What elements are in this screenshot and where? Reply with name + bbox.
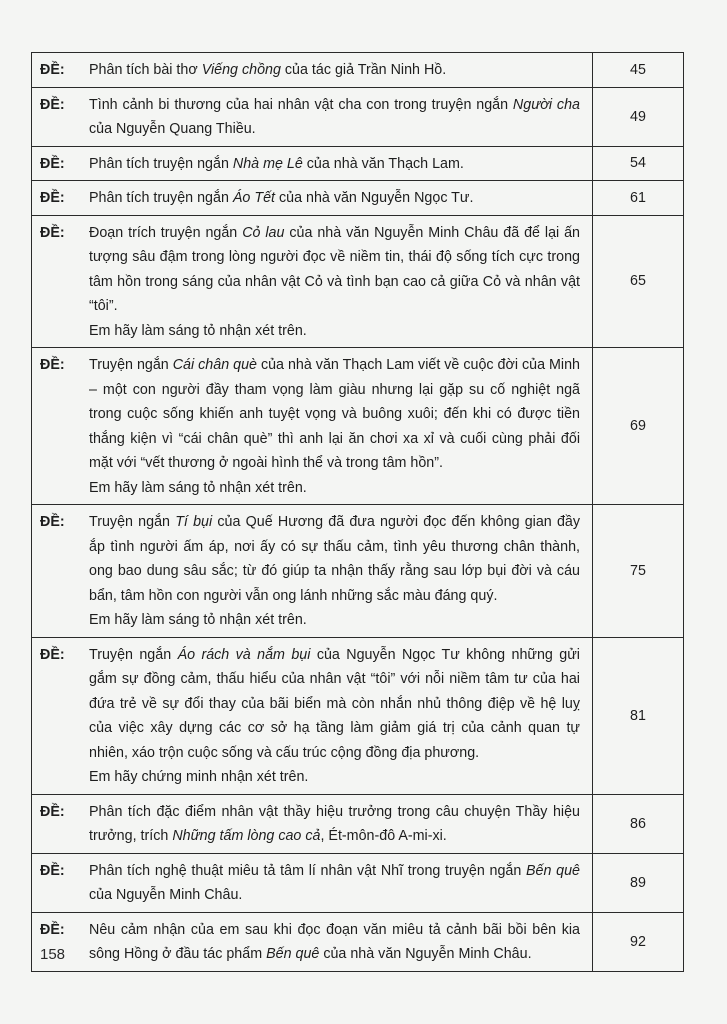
entry-text-segment: Phân tích nghệ thuật miêu tả tâm lí nhân vật Nhĩ trong truyện ngắn: [89, 862, 526, 879]
entry-text: [89, 152, 580, 177]
entry-text-segment: Phân tích đặc điểm nhân vật thầy hiệu trưởng trong câu chuyện Thầy hiệu trưởng, trích: [89, 803, 580, 844]
entry-cell: [32, 53, 593, 88]
entry-text: [89, 643, 580, 790]
entry-text: [89, 859, 580, 908]
entry-page-number: 81: [593, 637, 684, 794]
entry-question: Em hãy làm sáng tỏ nhận xét trên.: [89, 322, 307, 339]
work-title: Những tấm lòng cao cả: [172, 828, 321, 844]
entry-text-segment: Truyện ngắn: [89, 646, 178, 663]
contents-table: [31, 52, 684, 972]
entry-cell: [32, 505, 593, 638]
work-title: Áo rách và nắm bụi: [177, 646, 311, 663]
entry-text: [89, 58, 580, 83]
work-title: Cái chân què: [172, 357, 257, 373]
entry-text-segment: của nhà văn Nguyễn Minh Châu.: [319, 946, 532, 962]
entry-page-number: 54: [593, 146, 684, 181]
entry-label: ĐỀ:: [40, 921, 65, 938]
contents-row: [32, 348, 684, 505]
entry-text-segment: của Nguyễn Ngọc Tư không những gửi gắm sự đồng cảm, thấu hiểu của nhân vật “tôi” với nỗi niềm tâm tư của hai đứa trẻ về sự đổi thay của bãi biển mà còn nhắn nhủ thông điệp về hệ luỵ của việc xây dựng các cơ sở hạ tầng làm giảm giá trị của cảnh quan tự nhiên, xáo trộn cuộc sống và cấu trúc cộng đồng địa phương.: [89, 646, 580, 761]
entry-label: ĐỀ:: [40, 62, 65, 78]
work-title: Viếng chồng: [201, 62, 281, 78]
entry-page-number: 65: [593, 215, 684, 348]
entry-label: ĐỀ:: [40, 190, 65, 206]
entry-text-segment: Đoạn trích truyện ngắn: [89, 224, 243, 241]
contents-row: [32, 794, 684, 853]
entry-text: [89, 918, 580, 967]
work-title: Nhà mẹ Lê: [232, 155, 303, 172]
entry-page-number: 86: [593, 794, 684, 853]
entry-cell: [32, 87, 593, 146]
entry-text-segment: của nhà văn Thạch Lam.: [302, 155, 464, 172]
entry-page-number: 75: [593, 505, 684, 638]
entry-text-segment: , Ét-môn-đô A-mi-xi.: [320, 828, 447, 844]
entry-text-segment: của Nguyễn Quang Thiều.: [89, 121, 256, 137]
entry-label: ĐỀ:: [40, 224, 65, 241]
entry-text: [89, 800, 580, 849]
contents-row: [32, 181, 684, 216]
contents-row: [32, 912, 684, 971]
entry-cell: [32, 215, 593, 348]
entry-text-segment: của tác giả Trần Ninh Hồ.: [280, 62, 447, 78]
entry-page-number: 92: [593, 912, 684, 971]
entry-question: Em hãy chứng minh nhận xét trên.: [89, 769, 309, 785]
entry-text-segment: Phân tích truyện ngắn: [89, 190, 233, 206]
entry-cell: [32, 912, 593, 971]
contents-row: [32, 87, 684, 146]
contents-row: [32, 146, 684, 181]
contents-row: [32, 637, 684, 794]
work-title: Áo Tết: [232, 190, 275, 206]
entry-page-number: 69: [593, 348, 684, 505]
entry-label: ĐỀ:: [40, 155, 65, 172]
entry-text-segment: của nhà văn Nguyễn Minh Châu đã để lại ấn tượng sâu đậm trong lòng người đọc về niềm tin, thái độ sống tích cực trong tâm hồn trong sáng của nhân vật Cỏ và tình bạn cao cả giữa Cỏ và nhân vật “tôi”.: [89, 224, 581, 314]
entry-text-segment: Truyện ngắn: [89, 357, 173, 373]
entry-page-number: 49: [593, 87, 684, 146]
entry-text-segment: của nhà văn Nguyễn Ngọc Tư.: [275, 190, 474, 206]
entry-text-segment: Nêu cảm nhận của em sau khi đọc đoạn văn miêu tả cảnh bãi bồi bên kia sông Hồng ở đầu tác phẩm: [89, 921, 580, 962]
entry-cell: [32, 348, 593, 505]
entry-text-segment: Tình cảnh bi thương của hai nhân vật cha con trong truyện ngắn: [89, 96, 513, 113]
contents-row: [32, 853, 684, 912]
entry-page-number: 89: [593, 853, 684, 912]
contents-row: [32, 53, 684, 88]
entry-label: ĐỀ:: [40, 357, 65, 373]
entry-cell: [32, 853, 593, 912]
entry-question: Em hãy làm sáng tỏ nhận xét trên.: [89, 479, 307, 496]
work-title: Bến quê: [266, 946, 320, 962]
entry-text: [89, 93, 580, 142]
work-title: Tí bụi: [175, 514, 213, 530]
entry-text-segment: của nhà văn Thạch Lam viết về cuộc đời của Minh – một con người đầy tham vọng làm giàu nhưng lại gặp su cố nghiệt ngã trong cuộc sống khiến anh tuyệt vọng và buông xuôi; đến khi có được tiền thắng kiện vì “cái chân què” thì anh lại ăn chơi xa xỉ và cuối cùng phải đối mặt với “vết thương ở ngoài hình thể và trong tâm hồn”.: [89, 357, 581, 471]
entry-text: [89, 186, 580, 211]
entry-label: ĐỀ:: [40, 514, 65, 530]
work-title: Cỏ lau: [242, 224, 285, 241]
entry-text-segment: của Quế Hương đã đưa người đọc đến không gian đầy ắp tình người ấm áp, nơi ấy có sự thấu cảm, tình yêu thương chân thành, ong bao dung sâu sắc; từ đó giúp ta nhận thấy rằng sau lớp bụi đời và cáu bẩn, tâm hồn con người vẫn ong lánh những sắc màu đáng quý.: [89, 514, 581, 604]
entry-text-segment: Truyện ngắn: [89, 514, 176, 530]
entry-cell: [32, 181, 593, 216]
entry-text-segment: Phân tích bài thơ: [89, 62, 202, 78]
entry-text: [89, 353, 580, 500]
entry-page-number: 45: [593, 53, 684, 88]
page-number-footer: 158: [40, 946, 66, 963]
entry-label: ĐỀ:: [40, 862, 65, 879]
entry-cell: [32, 794, 593, 853]
entry-question: Em hãy làm sáng tỏ nhận xét trên.: [89, 612, 307, 628]
entry-page-number: 61: [593, 181, 684, 216]
entry-label: ĐỀ:: [40, 646, 65, 663]
entry-cell: [32, 146, 593, 181]
contents-row: [32, 215, 684, 348]
entry-text: [89, 221, 580, 344]
entry-text-segment: Phân tích truyện ngắn: [89, 155, 233, 172]
entry-text-segment: của Nguyễn Minh Châu.: [89, 887, 243, 903]
entry-text: [89, 510, 580, 633]
contents-row: [32, 505, 684, 638]
entry-cell: [32, 637, 593, 794]
work-title: Bến quê: [526, 862, 580, 879]
work-title: Người cha: [512, 96, 580, 113]
entry-label: ĐỀ:: [40, 803, 65, 820]
entry-label: ĐỀ:: [40, 96, 65, 113]
